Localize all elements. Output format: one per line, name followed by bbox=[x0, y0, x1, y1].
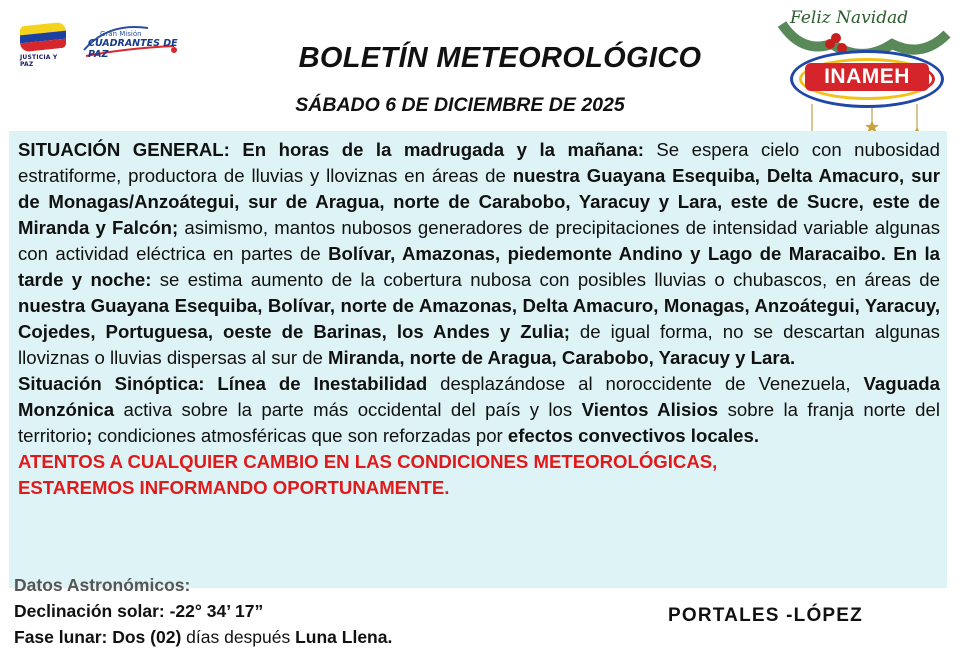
astro-header: Datos Astronómicos: bbox=[14, 575, 191, 595]
logo-caption: JUSTICIA Y PAZ bbox=[20, 54, 58, 68]
moon-phase bbox=[14, 624, 574, 650]
text-run: condiciones atmosféricas que son reforzadas por bbox=[92, 425, 508, 446]
logo-line2: CUADRANTES DE PAZ bbox=[88, 38, 178, 60]
inameh-logo bbox=[790, 50, 944, 108]
alert-line-1: ATENTOS A CUALQUIER CAMBIO EN LAS CONDICIONES METEOROLÓGICAS, bbox=[18, 451, 718, 472]
text-run: nuestra Guayana Esequiba, Bolívar, norte de Amazonas, Delta Amacuro, Monagas, Anzoátegui, Yaracuy, Cojedes, Portuguesa, oeste de Barinas, los Andes y Zulia; bbox=[18, 295, 940, 342]
text-run: efectos convectivos locales. bbox=[507, 425, 760, 446]
venezuela-flag-icon bbox=[20, 22, 66, 53]
text-run: Situación Sinóptica: Línea de Inestabilidad bbox=[18, 373, 428, 394]
text-run: desplazándose al noroccidente de Venezuela, bbox=[427, 373, 864, 394]
text-run: sobre la franja norte del territorio bbox=[18, 399, 940, 446]
situacion-sinoptica-paragraph bbox=[18, 371, 940, 449]
text-run: nuestra Guayana Esequiba, Delta Amacuro, sur de Monagas/Anzoátegui, sur de Aragua, norte de Carabobo, Yaracuy y Lara, este de Sucre, este de Miranda y Falcón; bbox=[18, 165, 941, 238]
text-run: se estima aumento de la cobertura nubosa con posibles lluvias o chubascos, en áreas de bbox=[151, 269, 940, 290]
solar-declination: Declinación solar: -22° 34’ 17” bbox=[14, 601, 264, 621]
christmas-greeting: Feliz Navidad bbox=[790, 8, 909, 28]
situacion-general-paragraph bbox=[18, 137, 940, 371]
authors: PORTALES -LÓPEZ bbox=[668, 605, 863, 626]
justicia-paz-logo bbox=[20, 24, 72, 66]
astronomical-data bbox=[14, 572, 574, 650]
moon-phase-end: Luna Llena. bbox=[295, 627, 393, 647]
text-run: Vientos Alisios bbox=[581, 399, 719, 420]
text-run: Vaguada Monzónica bbox=[18, 373, 940, 420]
logo-line1: Gran Misión bbox=[100, 30, 142, 38]
text-run: ; bbox=[86, 425, 93, 446]
bulletin-date: SÁBADO 6 DE DICIEMBRE DE 2025 bbox=[295, 94, 625, 116]
text-run: asimismo, mantos nubosos generadores de precipitaciones de intensidad variable algunas con actividad eléctrica en partes de bbox=[18, 217, 940, 264]
moon-phase-label: Fase lunar: Dos (02) bbox=[14, 627, 182, 647]
inameh-wordmark: INAMEH bbox=[805, 63, 929, 91]
text-run: Se espera cielo con nubosidad estratiforme, productora de lluvias y lloviznas en áreas de bbox=[18, 139, 940, 186]
page-title: BOLETÍN METEOROLÓGICO bbox=[298, 42, 702, 74]
text-run: Bolívar, Amazonas, piedemonte Andino y Lago de Maracaibo. En la tarde y noche: bbox=[18, 243, 940, 290]
text-run: SITUACIÓN GENERAL: En horas de la madrugada y la mañana: bbox=[18, 139, 644, 160]
bulletin-text bbox=[18, 137, 940, 501]
text-run: activa sobre la parte más occidental del país y los bbox=[114, 399, 582, 420]
alert-line-2: ESTAREMOS INFORMANDO OPORTUNAMENTE. bbox=[18, 477, 450, 498]
text-run: de igual forma, no se descartan algunas lloviznas o lluvias dispersas al sur de bbox=[18, 321, 940, 368]
text-run: Miranda, norte de Aragua, Carabobo, Yaracuy y Lara. bbox=[328, 347, 796, 368]
moon-phase-middle: días después bbox=[181, 627, 296, 647]
cuadrantes-de-paz-logo bbox=[78, 20, 188, 64]
